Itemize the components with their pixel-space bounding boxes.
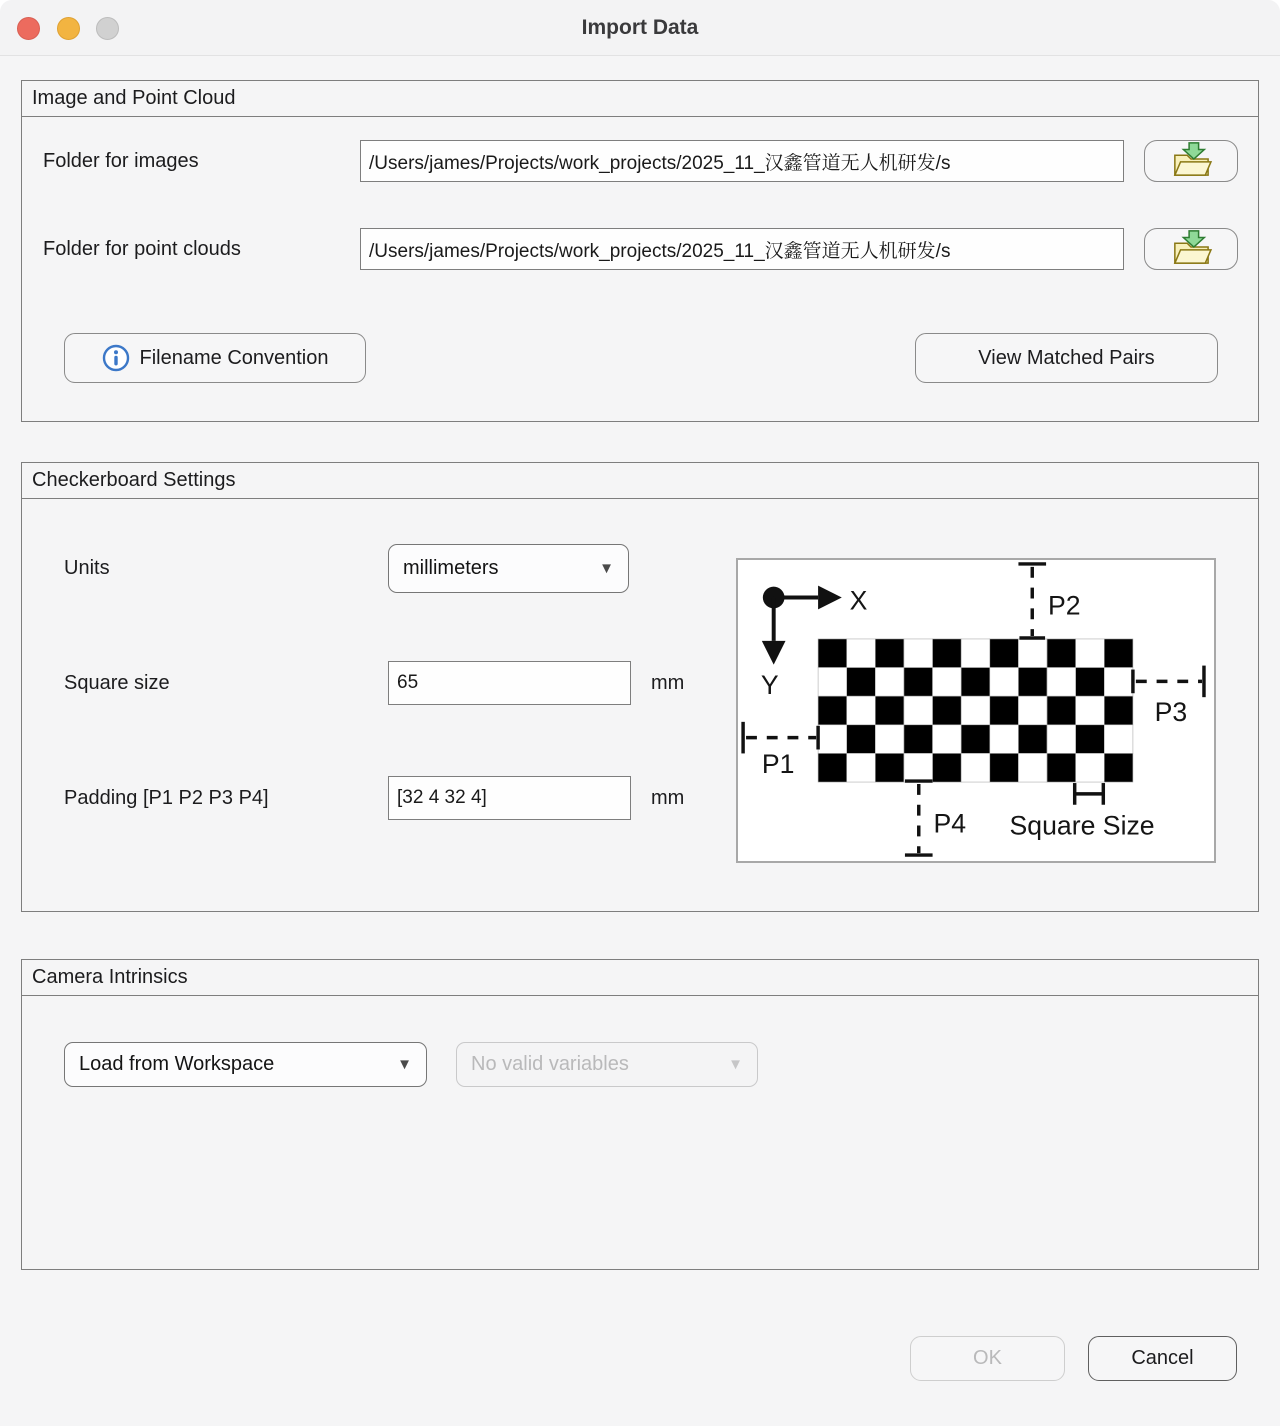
y-axis-label: Y: [760, 670, 779, 701]
folder-import-icon: [1168, 228, 1214, 271]
units-label: Units: [64, 557, 110, 579]
padding-label: Padding [P1 P2 P3 P4]: [64, 787, 269, 809]
folder-for-images-label: Folder for images: [43, 150, 199, 172]
x-axis-label: X: [849, 585, 868, 616]
checkerboard-cells: [818, 639, 1133, 782]
view-matched-pairs-label: View Matched Pairs: [978, 346, 1155, 369]
browse-images-folder-button[interactable]: [1144, 140, 1238, 182]
info-icon: [102, 344, 130, 372]
p2-label: P2: [1048, 590, 1081, 621]
ok-button[interactable]: [910, 1336, 1065, 1381]
units-dropdown[interactable]: [388, 544, 629, 593]
square-size-label: Square size: [64, 672, 170, 694]
ok-button-label: OK: [973, 1347, 1002, 1369]
folder-for-images-input[interactable]: [360, 140, 1124, 182]
square-size-input[interactable]: [388, 661, 631, 705]
units-selected-value: millimeters: [403, 557, 499, 579]
intrinsics-source-value: Load from Workspace: [79, 1053, 275, 1075]
section-checkerboard-settings: [21, 462, 1259, 912]
y-axis-arrow-icon: [762, 641, 786, 665]
intrinsics-source-dropdown[interactable]: [64, 1042, 427, 1087]
folder-for-point-clouds-label: Folder for point clouds: [43, 238, 241, 260]
browse-point-clouds-folder-button[interactable]: [1144, 228, 1238, 270]
folder-import-icon: [1168, 140, 1214, 183]
folder-for-point-clouds-input[interactable]: [360, 228, 1124, 270]
section-title-image-point-cloud: Image and Point Cloud: [22, 81, 1258, 117]
view-matched-pairs-button[interactable]: [915, 333, 1218, 383]
section-title-checkerboard-settings: Checkerboard Settings: [22, 463, 1258, 499]
cancel-button-label: Cancel: [1131, 1347, 1194, 1369]
x-axis-arrow-icon: [818, 586, 842, 610]
checkerboard-diagram: [736, 558, 1216, 863]
square-size-unit-label: mm: [651, 672, 685, 694]
checkerboard-diagram-svg: [738, 560, 1214, 861]
section-title-camera-intrinsics: Camera Intrinsics: [22, 960, 1258, 996]
chevron-down-icon: ▼: [599, 560, 614, 577]
cancel-button[interactable]: [1088, 1336, 1237, 1381]
chevron-down-icon: ▼: [397, 1056, 412, 1073]
padding-unit-label: mm: [651, 787, 685, 809]
p4-label: P4: [933, 808, 967, 839]
filename-convention-button[interactable]: [64, 333, 366, 383]
workspace-variables-value: No valid variables: [471, 1053, 629, 1075]
workspace-variables-dropdown[interactable]: [456, 1042, 758, 1087]
section-camera-intrinsics: [21, 959, 1259, 1270]
window-title: Import Data: [581, 16, 699, 39]
titlebar: [0, 0, 1280, 56]
padding-input[interactable]: [388, 776, 631, 820]
filename-convention-label: Filename Convention: [139, 346, 329, 369]
p1-label: P1: [761, 749, 795, 780]
square-size-diagram-label: Square Size: [1009, 810, 1155, 841]
section-image-and-point-cloud: [21, 80, 1259, 422]
p3-label: P3: [1154, 696, 1188, 727]
chevron-down-icon: ▼: [728, 1056, 743, 1073]
